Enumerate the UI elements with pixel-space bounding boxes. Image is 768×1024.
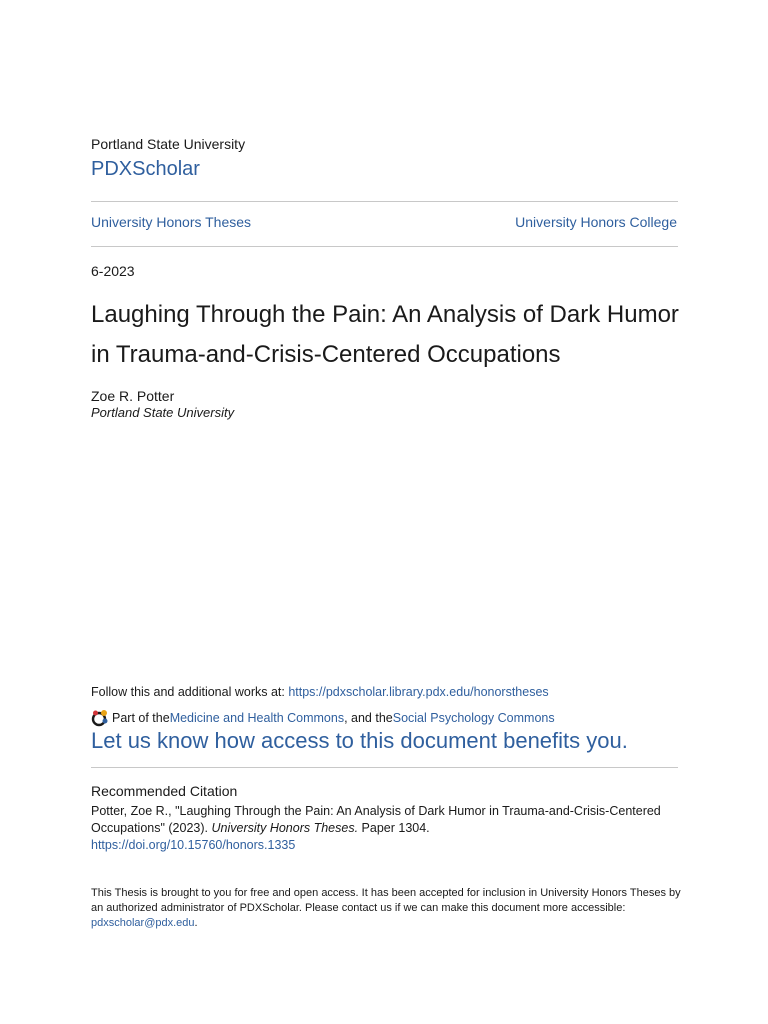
commons-network-icon	[91, 709, 109, 727]
contact-email-link[interactable]: pdxscholar@pdx.edu	[91, 917, 195, 929]
medicine-health-commons-link[interactable]: Medicine and Health Commons	[169, 711, 345, 725]
doi-link[interactable]: https://doi.org/10.15760/honors.1335	[91, 838, 296, 852]
author-affiliation: Portland State University	[91, 405, 235, 420]
commons-prefix: Part of the	[112, 711, 170, 725]
citation-text-after: Paper 1304.	[358, 821, 430, 835]
nav-divider	[91, 246, 678, 247]
benefit-feedback-link[interactable]: Let us know how access to this document benefits you.	[91, 728, 628, 753]
document-title: Laughing Through the Pain: An Analysis of Dark Humor in Trauma-and-Crisis-Centered Occupations	[91, 301, 679, 368]
college-link[interactable]: University Honors College	[515, 214, 677, 230]
follow-prefix: Follow this and additional works at:	[91, 685, 289, 699]
citation-text-before: Potter, Zoe R., "Laughing Through the Pain: An Analysis of Dark Humor in Trauma-and-Crisis-Centered Occupations" (2023).	[91, 804, 661, 835]
social-psychology-commons-link[interactable]: Social Psychology Commons	[392, 711, 555, 725]
access-statement	[91, 886, 681, 931]
follow-url-link[interactable]: https://pdxscholar.library.pdx.edu/honorstheses	[288, 685, 549, 699]
access-statement-text: This Thesis is brought to you for free and open access. It has been accepted for inclusion in University Honors Theses by an authorized administrator of PDXScholar. Please contact us if we can make this document more accessible:	[91, 887, 681, 914]
commons-line	[91, 709, 555, 727]
top-divider	[91, 201, 678, 202]
access-statement-end: .	[194, 917, 198, 929]
follow-line	[91, 685, 549, 699]
citation-heading: Recommended Citation	[91, 783, 238, 799]
publication-date: 6-2023	[91, 263, 135, 279]
author-name: Zoe R. Potter	[91, 388, 175, 404]
repository-link[interactable]: PDXScholar	[91, 158, 200, 180]
citation-divider	[91, 767, 678, 768]
series-link[interactable]: University Honors Theses	[91, 214, 252, 230]
commons-middle: , and the	[344, 711, 393, 725]
citation-series: University Honors Theses.	[211, 821, 359, 835]
institution-name: Portland State University	[91, 136, 246, 152]
citation-text	[91, 803, 681, 837]
